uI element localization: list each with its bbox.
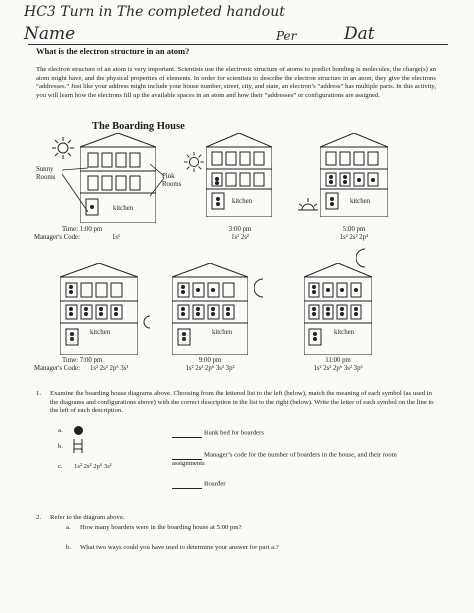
moon-icon bbox=[142, 315, 154, 329]
q2b-text: What two ways could you have used to determine your answer for part a.? bbox=[80, 544, 279, 551]
house-5-code: 1s² 2s² 2p⁶ 3s² 3p² bbox=[185, 365, 235, 372]
item-a-letter: a. bbox=[58, 427, 63, 434]
sun-icon bbox=[52, 137, 74, 159]
house-5-time: 9:00 pm bbox=[198, 357, 222, 364]
code-label: Manager's Code: bbox=[34, 234, 80, 241]
sunny-rooms-label: Sunny Rooms bbox=[36, 166, 56, 181]
question-title: What is the electron structure in an atom? bbox=[36, 46, 190, 56]
q2-text: Refer to the diagram above. bbox=[50, 514, 125, 521]
kitchen-label: kitchen bbox=[90, 329, 111, 336]
house-6-time: 11:00 pm bbox=[325, 357, 351, 364]
answer-blank-2[interactable] bbox=[172, 451, 202, 460]
description-3: Boarder bbox=[172, 480, 226, 489]
q2a-text: How many boarders were in the boarding house at 5:00 pm? bbox=[80, 524, 242, 531]
item-c-code: 1s² 2s² 2p⁶ 3s¹ bbox=[74, 463, 112, 470]
kitchen-label: kitchen bbox=[350, 198, 371, 205]
house-1-time: 1:00 pm bbox=[79, 226, 103, 233]
answer-blank-1[interactable] bbox=[172, 429, 202, 438]
time-label: Time: 7:00 pm bbox=[62, 357, 103, 364]
q2b-letter: b. bbox=[66, 544, 72, 551]
name-line[interactable] bbox=[28, 44, 448, 45]
time-label: Time: 1:00 pm bbox=[62, 226, 103, 233]
kitchen-label: kitchen bbox=[212, 329, 233, 336]
boarding-house-title: The Boarding House bbox=[92, 121, 185, 132]
kitchen-label: kitchen bbox=[113, 205, 134, 212]
q2-number: 2. bbox=[36, 514, 42, 521]
answer-blank-3[interactable] bbox=[172, 480, 202, 489]
item-c-letter: c. bbox=[58, 463, 63, 470]
q1-number: 1. bbox=[36, 390, 42, 397]
pink-rooms-label: Pink Rooms bbox=[162, 173, 182, 188]
kitchen-label: kitchen bbox=[232, 198, 253, 205]
q1-text: Examine the boarding house diagrams above. Choosing from the lettered list to the left (below), match the meaning of each symbol (as used in the diagrams and configurations above) with the correct description in the list to the right (below). Write the letter of each symbol on the line to the left of each description. bbox=[50, 390, 434, 414]
house-6-code: 1s² 2s² 2p⁶ 3s² 3p³ bbox=[313, 365, 363, 372]
house-2-time: 3:00 pm bbox=[228, 226, 252, 233]
code-label: Manager's Code: bbox=[34, 365, 80, 372]
item-b-letter: b. bbox=[58, 443, 64, 450]
q2a-letter: a. bbox=[66, 524, 71, 531]
handwritten-note: HC3 Turn in The completed handout bbox=[24, 4, 285, 20]
date-label: Dat bbox=[344, 24, 375, 44]
house-2-code: 1s² 2s² bbox=[231, 234, 249, 241]
per-label: Per bbox=[276, 29, 297, 43]
boarding-house-6 bbox=[304, 263, 372, 355]
sun-icon bbox=[184, 152, 204, 172]
name-label: Name bbox=[24, 24, 76, 44]
bunk-bed-icon bbox=[73, 439, 83, 453]
boarding-house-5 bbox=[172, 263, 248, 355]
house-4-code: 1s² 2s² 2p⁶ 3s¹ bbox=[90, 365, 129, 372]
house-4-time: 7:00 pm bbox=[79, 357, 103, 364]
description-2: Manager’s code for the number of boarders in the house, and their room assignments bbox=[172, 451, 397, 467]
boarding-house-4 bbox=[60, 263, 138, 355]
moon-icon bbox=[254, 278, 268, 298]
house-3-time: 5:00 pm bbox=[342, 226, 366, 233]
moon-icon bbox=[356, 248, 370, 268]
description-1: Bunk bed for boarders bbox=[172, 429, 264, 438]
house-3-code: 1s² 2s² 2p⁴ bbox=[339, 234, 369, 241]
boarder-dot-icon bbox=[74, 426, 83, 435]
sunset-icon bbox=[298, 198, 318, 212]
kitchen-label: kitchen bbox=[334, 329, 355, 336]
house-1-code: 1s¹ bbox=[112, 234, 121, 241]
intro-paragraph: The electron structure of an atom is very important. Scientists use the electronic structure of atoms to predict bonding is molecules, the charge(s) an atom might have, and the physical properties of elements. In order for scientists to describe the electron structure in an atom, they give the electrons “addresses.” Just like your address might include your house number, street, city, and state, an electron’s “address” has multiple parts. In this activity, you will learn how the electrons fill up the available spaces in an atom and how their “addresses” or configurations are assigned. bbox=[36, 66, 436, 99]
